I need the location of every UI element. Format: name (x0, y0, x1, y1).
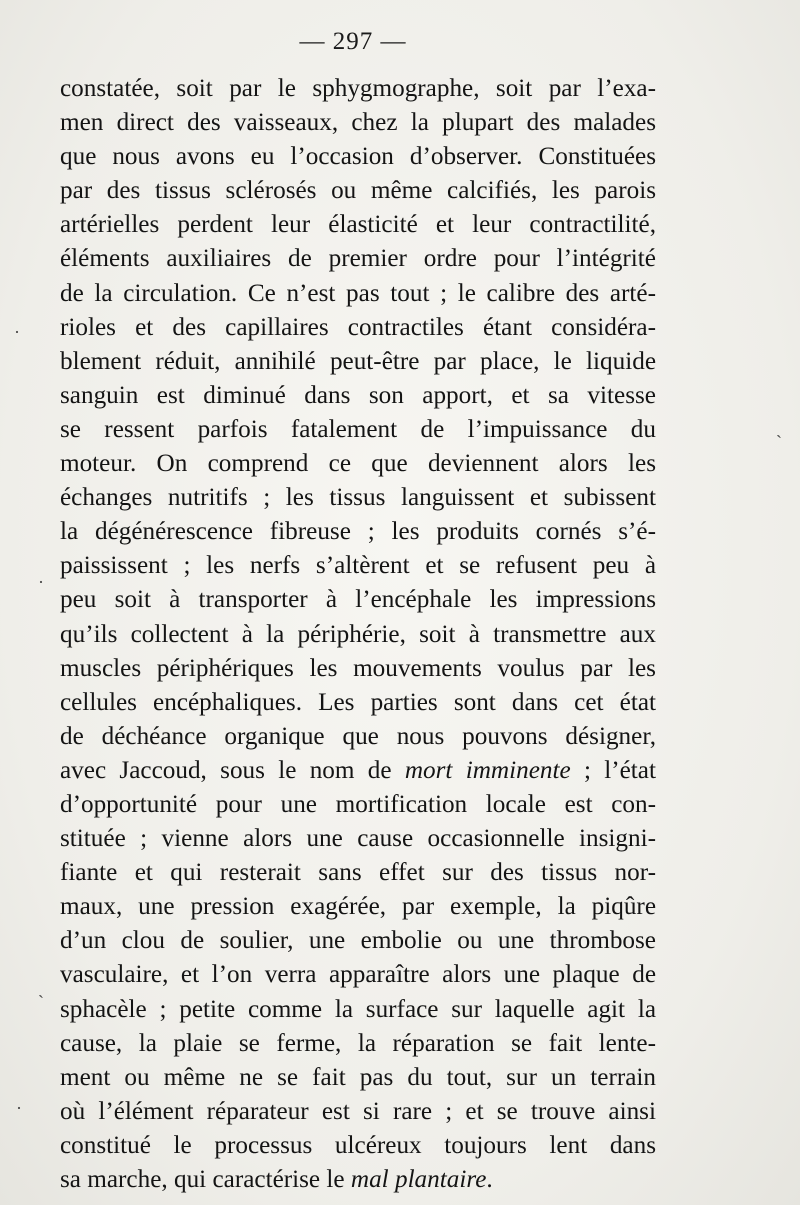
text-line: par des tissus sclérosés ou même calcifiés, les parois (60, 177, 656, 205)
text-line (60, 1163, 656, 1197)
text-line: sanguin est diminué dans son apport, et sa vitesse (60, 381, 656, 409)
italic-term: mal plantaire (350, 1166, 487, 1193)
margin-dot-mark: · (14, 322, 20, 342)
text-line: qu’ils collectent à la périphérie, soit à transmettre aux (60, 620, 656, 648)
text-line: d’opportunité pour une mortification locale est con- (60, 790, 656, 818)
text-line: éléments auxiliaires de premier ordre pour l’intégrité (60, 245, 656, 273)
text-segment: avec Jaccoud, sous le nom de (60, 756, 405, 784)
text-line: échanges nutritifs ; les tissus languissent et subissent (60, 484, 656, 512)
margin-dot-mark: · (16, 1098, 22, 1118)
text-line: constitué le processus ulcéreux toujours lent dans (60, 1131, 656, 1159)
text-line: cellules encéphaliques. Les parties sont dans cet état (60, 688, 656, 716)
text-line: paississent ; les nerfs s’altèrent et se refusent peu à (60, 552, 656, 580)
text-segment: ; l’état (570, 756, 656, 784)
text-line: vasculaire, et l’on verra apparaître alors une plaque de (60, 961, 656, 989)
text-line: de la circulation. Ce n’est pas tout ; le calibre des arté- (60, 279, 656, 307)
text-line: fiante et qui resterait sans effet sur des tissus nor- (60, 859, 656, 887)
text-line: la dégénérescence fibreuse ; les produits cornés s’é- (60, 518, 656, 546)
text-line: blement réduit, annihilé peut-être par place, le liquide (60, 347, 656, 375)
text-line: cause, la plaie se ferme, la réparation se fait lente- (60, 1029, 656, 1057)
body-text (60, 72, 656, 1197)
italic-term: mort imminente (404, 756, 571, 784)
text-line: de déchéance organique que nous pouvons désigner, (60, 722, 656, 750)
margin-tick-mark: ˏ (38, 978, 44, 998)
text-segment: sa marche, qui caractérise le (60, 1166, 351, 1193)
text-line: sphacèle ; petite comme la surface sur laquelle agit la (60, 995, 656, 1023)
margin-dot-mark: · (38, 572, 44, 592)
text-segment: . (486, 1166, 493, 1193)
text-line: ment ou même ne se fait pas du tout, sur un terrain (60, 1063, 656, 1091)
text-line (60, 754, 656, 788)
text-line: que nous avons eu l’occasion d’observer. Constituées (60, 143, 656, 171)
text-line: se ressent parfois fatalement de l’impuissance du (60, 415, 656, 443)
text-line: rioles et des capillaires contractiles étant considéra- (60, 313, 656, 341)
text-line: men direct des vaisseaux, chez la plupart des malades (60, 109, 656, 137)
margin-tick-mark: ˏ (776, 418, 782, 438)
text-line: artérielles perdent leur élasticité et leur contractilité, (60, 211, 656, 239)
text-line: peu soit à transporter à l’encéphale les impressions (60, 586, 656, 614)
text-line: où l’élément réparateur est si rare ; et se trouve ainsi (60, 1097, 656, 1125)
text-line: d’un clou de soulier, une embolie ou une thrombose (60, 927, 656, 955)
text-line: moteur. On comprend ce que deviennent alors les (60, 450, 656, 478)
text-line: stituée ; vienne alors une cause occasionnelle insigni- (60, 825, 656, 853)
text-line: maux, une pression exagérée, par exemple, la piqûre (60, 893, 656, 921)
text-line: constatée, soit par le sphygmographe, soit par l’exa- (60, 75, 656, 102)
page-number: — 297 — (299, 28, 407, 55)
text-line: muscles périphériques les mouvements voulus par les (60, 654, 656, 682)
